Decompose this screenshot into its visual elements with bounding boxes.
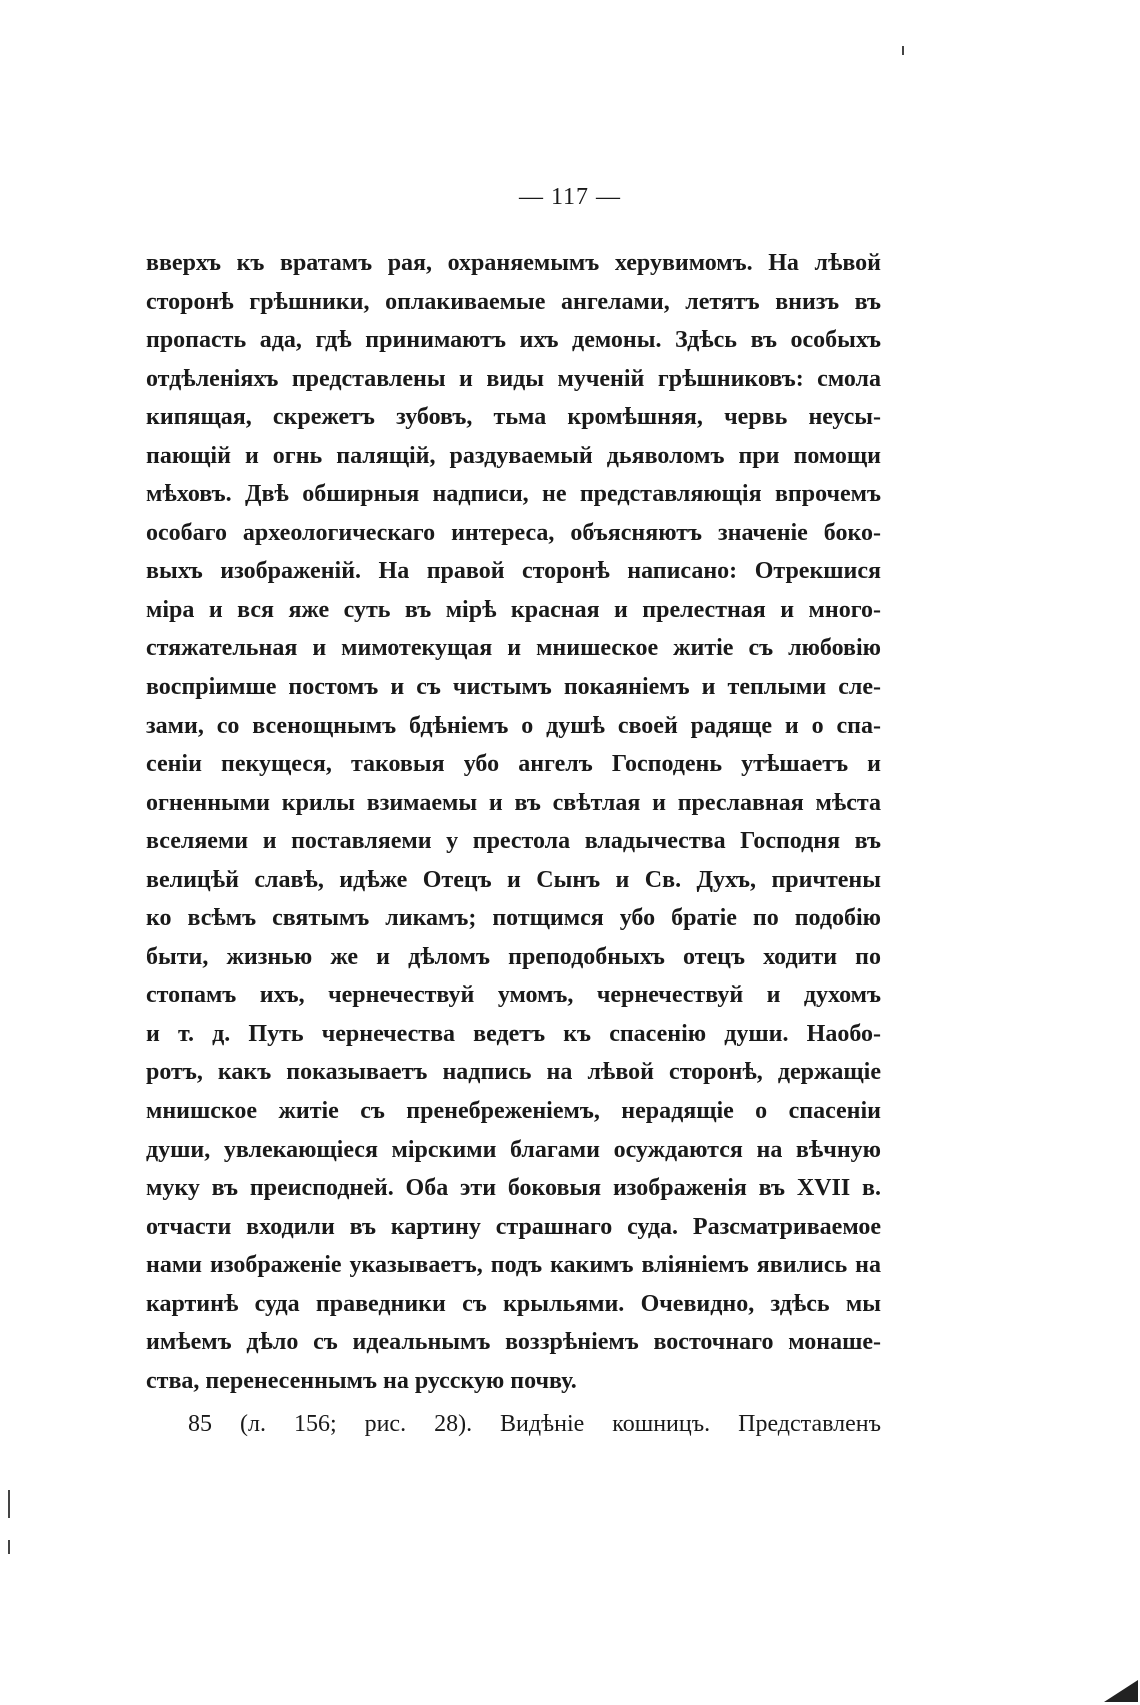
text-line: картинѣ суда праведники съ крыльями. Очевидно, здѣсь мы	[146, 1290, 881, 1317]
text-line: выхъ изображеній. На правой сторонѣ написано: Отрекшися	[146, 558, 881, 585]
text-line: и т. д. Путь чернечества ведетъ къ спасенію души. Наобо-	[146, 1020, 881, 1047]
text-line: имѣемъ дѣло съ идеальнымъ воззрѣніемъ восточнаго монаше-	[146, 1329, 881, 1356]
text-line: пающій и огнь палящій, раздуваемый дьяволомъ при помощи	[146, 442, 881, 469]
text-line: ко всѣмъ святымъ ликамъ; потщимся убо братіе по подобію	[146, 905, 881, 932]
text-line: отдѣленіяхъ представлены и виды мученій грѣшниковъ: смола	[146, 365, 881, 392]
text-line: велицѣй славѣ, идѣже Отецъ и Сынъ и Св. Духъ, причтены	[146, 866, 881, 893]
text-line: нами изображеніе указываетъ, подъ какимъ вліяніемъ явились на	[146, 1252, 881, 1279]
text-line: зами, со всенощнымъ бдѣніемъ о душѣ своей радяще и о спа-	[146, 712, 881, 739]
scan-mark-top	[902, 46, 904, 55]
scan-mark-left-1	[8, 1490, 10, 1518]
text-line: стопамъ ихъ, чернечествуй умомъ, чернечествуй и духомъ	[146, 982, 881, 1009]
text-line: ства, перенесеннымъ на русскую почву.	[146, 1367, 577, 1394]
text-line: мнишское житіе съ пренебреженіемъ, нерадящіе о спасеніи	[146, 1098, 881, 1125]
text-line: пропасть ада, гдѣ принимаютъ ихъ демоны. Здѣсь въ особыхъ	[146, 327, 881, 354]
text-line: сеніи пекущеся, таковыя убо ангелъ Господень утѣшаетъ и	[146, 751, 881, 778]
text-line: мѣховъ. Двѣ обширныя надписи, не представляющія впрочемъ	[146, 481, 881, 508]
next-paragraph-line: 85 (л. 156; рис. 28). Видѣніе кошницъ. Представленъ	[188, 1411, 881, 1438]
page-number: — 117 —	[518, 184, 622, 210]
text-line: муку въ преисподней. Оба эти боковыя изображенія въ XVII в.	[146, 1175, 881, 1202]
text-line: особаго археологическаго интереса, объясняютъ значеніе боко-	[146, 519, 881, 546]
text-line: отчасти входили въ картину страшнаго суда. Разсматриваемое	[146, 1213, 881, 1240]
text-line: кипящая, скрежетъ зубовъ, тьма кромѣшняя, червь неусы-	[146, 404, 881, 431]
scan-mark-left-2	[8, 1540, 10, 1554]
text-line: вверхъ къ вратамъ рая, охраняемымъ херувимомъ. На лѣвой	[146, 250, 881, 276]
text-line: вселяеми и поставляеми у престола владычества Господня въ	[146, 828, 881, 855]
main-text	[146, 244, 881, 1444]
text-line: огненными крилы взимаемы и въ свѣтлая и преславная мѣста	[146, 789, 881, 816]
text-line: души, увлекающіеся мірскими благами осуждаются на вѣчную	[146, 1136, 881, 1163]
text-line: ротъ, какъ показываетъ надпись на лѣвой сторонѣ, держащіе	[146, 1059, 881, 1086]
text-line: стяжательная и мимотекущая и мнишеское житіе съ любовію	[146, 635, 881, 662]
text-line: міра и вся яже суть въ мірѣ красная и прелестная и много-	[146, 596, 881, 623]
text-line: быти, жизнью же и дѣломъ преподобныхъ отецъ ходити по	[146, 943, 881, 970]
text-line: воспріимше постомъ и съ чистымъ покаяніемъ и теплыми сле-	[146, 674, 881, 701]
scan-mark-bottom-right	[1104, 1680, 1138, 1702]
text-line: сторонѣ грѣшники, оплакиваемые ангелами, летятъ внизъ въ	[146, 288, 881, 315]
